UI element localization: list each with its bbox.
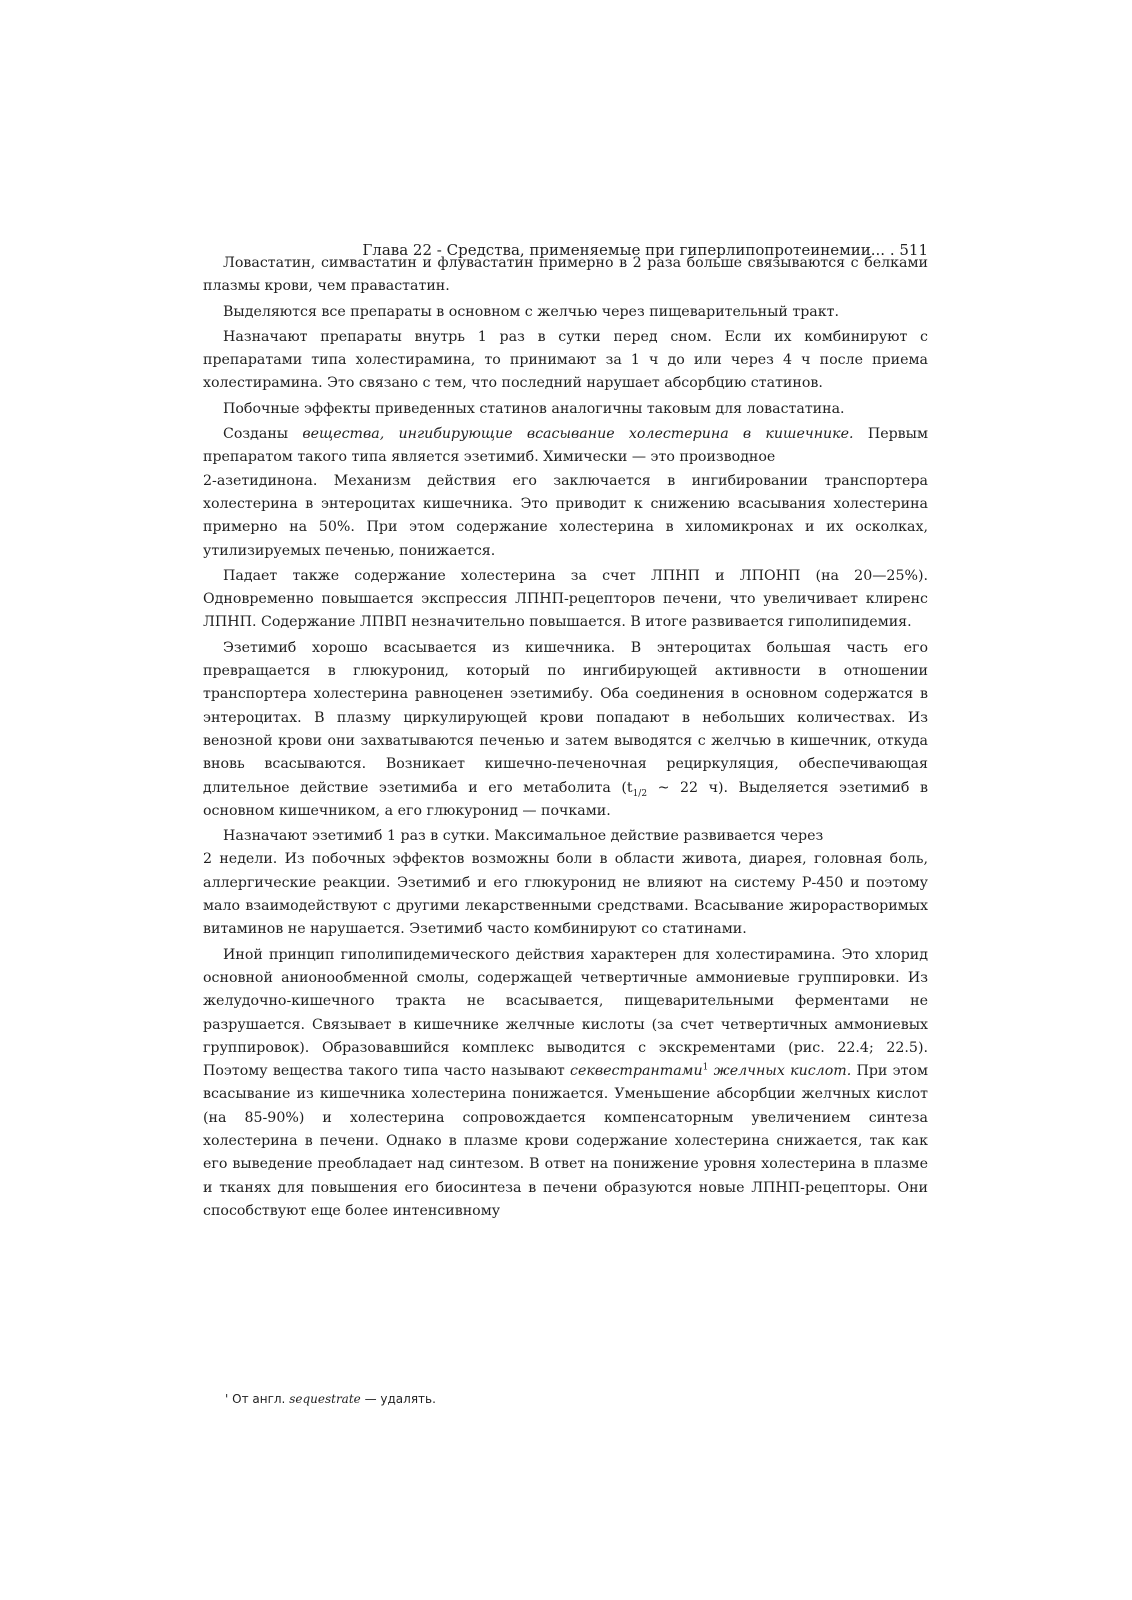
footnote-term: sequestrate bbox=[289, 1392, 361, 1406]
footnote-ref: 1 bbox=[702, 1062, 709, 1073]
paragraph-5-lead: Созданы bbox=[223, 426, 303, 443]
paragraph-9-emphasis-2: желчных кислот. bbox=[708, 1063, 852, 1080]
paragraph-9-emphasis-1: секвестрантами bbox=[570, 1063, 703, 1080]
paragraph-5-after: Первым препаратом такого типа является эзетимиб. Химически — это производное bbox=[203, 426, 928, 466]
paragraph-9 bbox=[203, 944, 928, 1224]
paragraph-9-lead: Иной принцип гиполипидемического действия характерен для холестирамина. Это хлорид основной анионообменной смолы, содержащей четвертичные аммониевые группировки. Из желудочно-кишечного тракта не всасывается, пищеварительными ферментами не разрушается. Связывает в кишечнике желчные кислоты (за счет четвертичных аммониевых группировок). Образовавшийся комплекс выводится с экскрементами (рис. 22.4; 22.5). Поэтому вещества такого типа часто называют bbox=[203, 946, 928, 1080]
main-text bbox=[203, 252, 928, 1225]
footnote bbox=[225, 1391, 436, 1407]
footnote-lead: От англ. bbox=[228, 1392, 290, 1406]
paragraph-9-after: При этом всасывание из кишечника холестерина понижается. Уменьшение абсорбции желчных кислот (на 85-90%) и холестерина сопровождается компенсаторным увеличением синтеза холестерина в печени. Однако в плазме крови содержание холестерина снижается, так как его выведение преобладает над синтезом. В ответ на понижение уровня холестерина в плазме и тканях для повышения его биосинтеза в печени образуются новые ЛПНП-рецепторы. Они способствуют еще более интенсивному bbox=[203, 1063, 928, 1219]
paragraph-6: Падает также содержание холестерина за счет ЛПНП и ЛПОНП (на 20—25%). Одновременно повышается экспрессия ЛПНП-рецепторов печени, что увеличивает клиренс ЛПНП. Содержание ЛПВП незначительно повышается. В итоге развивается гиполипидемия. bbox=[203, 567, 928, 631]
footnote-after: — удалять. bbox=[360, 1392, 436, 1406]
paragraph-1: Ловастатин, симвастатин и флувастатин примерно в 2 раза больше связываются с белками плазмы крови, чем правастатин. bbox=[203, 255, 928, 295]
paragraph-8-lead: Назначают эзетимиб 1 раз в сутки. Максимальное действие развивается через bbox=[223, 828, 824, 845]
paragraph-2: Выделяются все препараты в основном с желчью через пищеварительный тракт. bbox=[223, 303, 839, 320]
paragraph-4: Побочные эффекты приведенных статинов аналогичны таковым для ловастатина. bbox=[223, 400, 845, 417]
footnote-marker: ' bbox=[225, 1392, 229, 1406]
paragraph-7 bbox=[203, 637, 928, 823]
paragraph-7-after: ~ 22 ч). Выделяется эзетимиб в основном кишечником, а его глюкуронид — почками. bbox=[203, 779, 928, 819]
paragraph-7-lead: Эзетимиб хорошо всасывается из кишечника. В энтероцитах большая часть его превращается в глюкуронид, который по ингибирующей активности в отношении транспортера холестерина равноценен эзетимибу. Оба соединения в основном содержатся в энтероцитах. В плазму циркулирующей крови попадают в небольших количествах. Из венозной крови они захватываются печенью и затем выводятся с желчью в кишечник, откуда вновь всасываются. Возникает кишечно-печеночная рециркуляция, обеспечивающая длительное действие эзетимиба и его метаболита (t bbox=[203, 639, 928, 796]
paragraph-8-continuation: 2 недели. Из побочных эффектов возможны боли в области живота, диарея, головная боль, аллергические реакции. Эзетимиб и его глюкуронид не влияют на систему Р-450 и поэтому мало взаимодействуют с другими лекарственными средствами. Всасывание жирорастворимых витаминов не нарушается. Эзетимиб часто комбинируют со статинами. bbox=[203, 851, 928, 938]
paragraph-5-emphasis: вещества, ингибирующие всасывание холестерина в кишечнике. bbox=[302, 426, 854, 443]
paragraph-3: Назначают препараты внутрь 1 раз в сутки перед сном. Если их комбинируют с препаратами типа холестирамина, то принимают за 1 ч до или через 4 ч после приема холестирамина. Это связано с тем, что последний нарушает абсорбцию статинов. bbox=[203, 328, 928, 392]
paragraph-5-continuation: 2-азетидинона. Механизм действия его заключается в ингибировании транспортера холестерина в энтероцитах кишечника. Это приводит к снижению всасывания холестерина примерно на 50%. При этом содержание холестерина в хиломикронах и их осколках, утилизируемых печенью, понижается. bbox=[203, 472, 928, 559]
running-header: Глава 22 - Средства, применяемые при гиперлипопротеинемии... . 511 bbox=[362, 241, 928, 259]
paragraph-8 bbox=[203, 825, 928, 941]
half-life-subscript: 1/2 bbox=[632, 788, 648, 799]
paragraph-5 bbox=[203, 423, 928, 563]
